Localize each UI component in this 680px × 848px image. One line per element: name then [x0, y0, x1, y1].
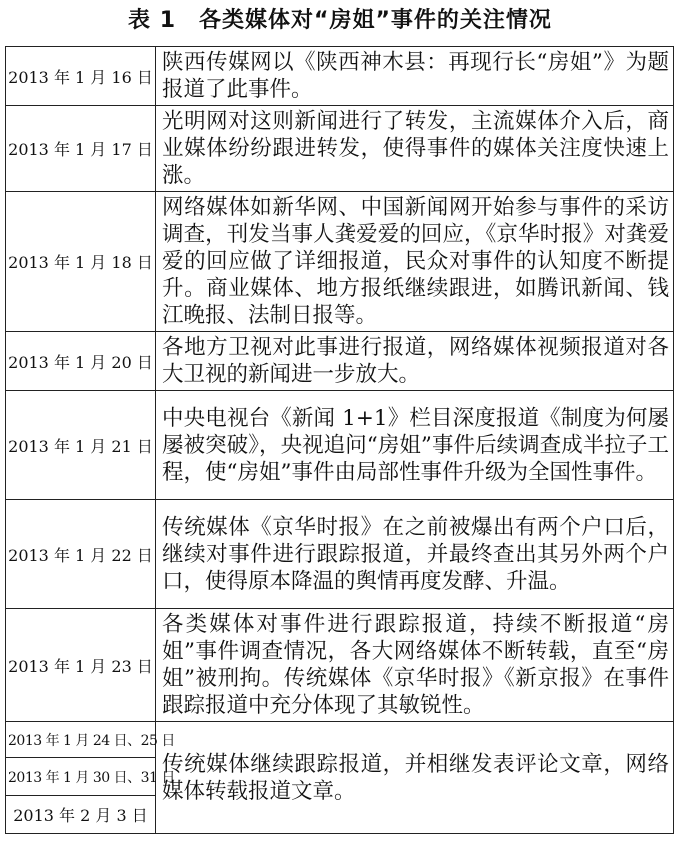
- row-description: 光明网对这则新闻进行了转发，主流媒体介入后，商业媒体纷纷跟进转发，使得事件的媒体关注度快速上涨。: [156, 106, 674, 192]
- table-row: [6, 391, 674, 500]
- table-row: [6, 106, 674, 192]
- row-date: 2013 年 1 月 21 日: [6, 391, 156, 500]
- table-title: 表 1 各类媒体对“房姐”事件的关注情况: [128, 8, 552, 33]
- row-date: 2013 年 1 月 17 日: [6, 106, 156, 192]
- table-row: [6, 47, 674, 106]
- table-row: [6, 332, 674, 391]
- row-date: 2013 年 1 月 22 日: [6, 500, 156, 609]
- row-date: 2013 年 1 月 16 日: [6, 47, 156, 106]
- row-description: 陕西传媒网以《陕西神木县：再现行长“房姐”》为题报道了此事件。: [156, 47, 674, 106]
- row-date: 2013 年 1 月 18 日: [6, 192, 156, 332]
- row-date: 2013 年 1 月 20 日: [6, 332, 156, 391]
- row-description: 中央电视台《新闻 1+1》栏目深度报道《制度为何屡屡被突破》，央视追问“房姐”事件后续调查成半拉子工程，使“房姐”事件由局部性事件升级为全国性事件。: [156, 391, 674, 500]
- row-description: 各地方卫视对此事进行报道，网络媒体视频报道对各大卫视的新闻进一步放大。: [156, 332, 674, 391]
- table-row: [6, 500, 674, 609]
- row-description: 传统媒体继续跟踪报道，并相继发表评论文章，网络媒体转载报道文章。: [156, 722, 674, 834]
- row-description: 各类媒体对事件进行跟踪报道，持续不断报道“房姐”事件调查情况，各大网络媒体不断转载，直至“房姐”被刑拘。传统媒体《京华时报》《新京报》在事件跟踪报道中充分体现了其敏锐性。: [156, 609, 674, 722]
- row-description: 网络媒体如新华网、中国新闻网开始参与事件的采访调查，刊发当事人龚爱爱的回应，《京华时报》对龚爱爱的回应做了详细报道，民众对事件的认知度不断提升。商业媒体、地方报纸继续跟进，如腾讯新闻、钱江晚报、法制日报等。: [156, 192, 674, 332]
- row-date: 2013 年 1 月 23 日: [6, 609, 156, 722]
- row-date: 2013 年 1 月 30 日、31 日: [6, 758, 156, 796]
- table-row: [6, 609, 674, 722]
- table-row: [6, 192, 674, 332]
- media-attention-table: [5, 46, 674, 834]
- row-date: 2013 年 1 月 24 日、25 日: [6, 722, 156, 758]
- table-row: [6, 722, 674, 758]
- row-description: 传统媒体《京华时报》在之前被爆出有两个户口后，继续对事件进行跟踪报道，并最终查出其另外两个户口，使得原本降温的舆情再度发酵、升温。: [156, 500, 674, 609]
- row-date: 2013 年 2 月 3 日: [6, 796, 156, 834]
